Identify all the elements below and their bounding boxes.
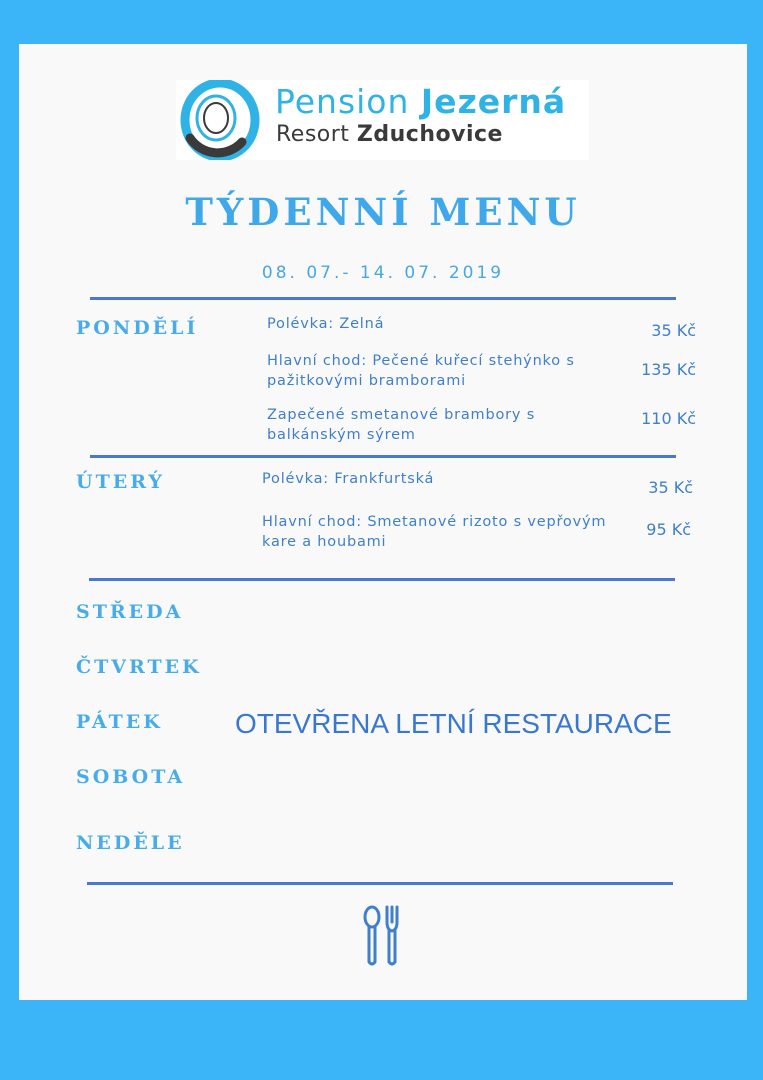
monday-item-1: Polévka: Zelná [267, 316, 385, 332]
logo-sub-light: Resort [276, 122, 357, 147]
logo-sub-bold: Zduchovice [356, 122, 503, 147]
tuesday-item-2: Hlavní chod: Smetanové rizoto s vepřovým kare a houbami [262, 514, 607, 550]
logo-name-light: Pension [275, 82, 421, 121]
pension-logo [176, 80, 589, 160]
divider [89, 578, 675, 581]
day-friday: PÁTEK [76, 711, 163, 733]
monday-item-3: Zapečené smetanové brambory s balkánským sýrem [267, 407, 536, 443]
day-wednesday: STŘEDA [76, 601, 184, 623]
divider [90, 297, 676, 300]
monday-price-2: 135 Kč [641, 360, 696, 379]
divider [87, 882, 673, 885]
cutlery-icon [361, 904, 405, 968]
logo-name [275, 82, 566, 121]
logo-subtitle [276, 122, 503, 147]
day-sunday: NEDĚLE [76, 832, 185, 854]
monday-item-2: Hlavní chod: Pečené kuřecí stehýnko s pažitkovými bramborami [267, 353, 575, 389]
menu-title: TÝDENNÍ MENU [185, 190, 581, 234]
day-thursday: ČTVRTEK [76, 656, 202, 678]
day-tuesday: ÚTERÝ [76, 471, 165, 493]
tuesday-item-1: Polévka: Frankfurtská [262, 471, 435, 487]
day-saturday: SOBOTA [76, 766, 186, 788]
tuesday-price-1: 35 Kč [648, 478, 693, 497]
divider [90, 455, 676, 458]
day-monday: PONDĚLÍ [76, 317, 199, 339]
logo-name-bold: Jezerná [420, 82, 567, 121]
monday-price-1: 35 Kč [651, 321, 696, 340]
summer-restaurant-notice: OTEVŘENA LETNÍ RESTAURACE [235, 708, 672, 739]
menu-dates: 08. 07.- 14. 07. 2019 [261, 263, 505, 283]
tuesday-price-2: 95 Kč [646, 520, 691, 539]
plate-logo-icon [176, 80, 266, 160]
monday-price-3: 110 Kč [641, 409, 696, 428]
menu-page [19, 44, 747, 1000]
